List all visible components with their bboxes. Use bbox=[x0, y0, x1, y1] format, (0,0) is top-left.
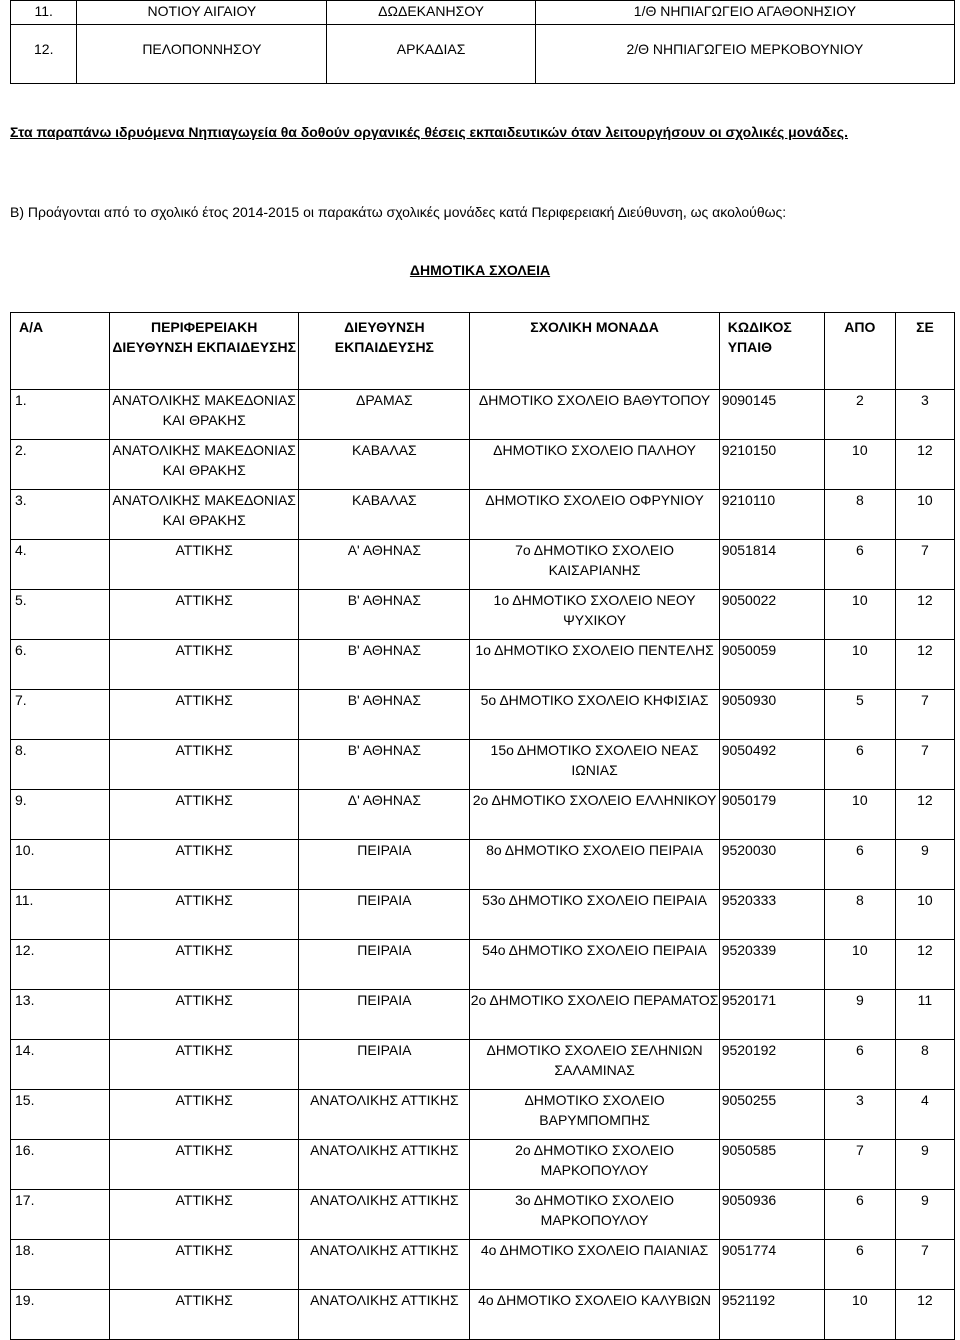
cell-no: 17. bbox=[11, 1190, 110, 1240]
table-row bbox=[11, 540, 955, 590]
cell-region: ΑΤΤΙΚΗΣ bbox=[110, 840, 299, 890]
cell-from: 8 bbox=[824, 490, 895, 540]
cell-unit: 1/Θ ΝΗΠΙΑΓΩΓΕΙΟ ΑΓΑΘΟΝΗΣΙΟΥ bbox=[535, 1, 954, 25]
table-row bbox=[11, 1090, 955, 1140]
header-unit: ΣΧΟΛΙΚΗ ΜΟΝΑΔΑ bbox=[470, 313, 719, 390]
cell-region: ΑΤΤΙΚΗΣ bbox=[110, 690, 299, 740]
cell-code: 9050059 bbox=[719, 640, 824, 690]
cell-from: 3 bbox=[824, 1090, 895, 1140]
cell-unit: 53ο ΔΗΜΟΤΙΚΟ ΣΧΟΛΕΙΟ ΠΕΙΡΑΙΑ bbox=[470, 890, 719, 940]
cell-to: 4 bbox=[895, 1090, 954, 1140]
cell-directorate: Β' ΑΘΗΝΑΣ bbox=[299, 740, 470, 790]
cell-to: 9 bbox=[895, 840, 954, 890]
cell-unit: 1ο ΔΗΜΟΤΙΚΟ ΣΧΟΛΕΙΟ ΠΕΝΤΕΛΗΣ bbox=[470, 640, 719, 690]
table-row bbox=[11, 1290, 955, 1340]
cell-directorate: Β' ΑΘΗΝΑΣ bbox=[299, 690, 470, 740]
cell-no: 3. bbox=[11, 490, 110, 540]
cell-region: ΑΤΤΙΚΗΣ bbox=[110, 1190, 299, 1240]
cell-from: 10 bbox=[824, 590, 895, 640]
section-title: ΔΗΜΟΤΙΚΑ ΣΧΟΛΕΙΑ bbox=[409, 262, 551, 278]
cell-from: 6 bbox=[824, 1240, 895, 1290]
cell-directorate: Β' ΑΘΗΝΑΣ bbox=[299, 640, 470, 690]
note-text: Στα παραπάνω ιδρυόμενα Νηπιαγωγεία θα δοθούν οργανικές θέσεις εκπαιδευτικών όταν λειτουργήσουν οι σχολικές μονάδες. bbox=[10, 124, 848, 140]
table-row bbox=[11, 1, 955, 25]
cell-unit: ΔΗΜΟΤΙΚΟ ΣΧΟΛΕΙΟ ΣΕΛΗΝΙΩΝ ΣΑΛΑΜΙΝΑΣ bbox=[470, 1040, 719, 1090]
cell-no: 7. bbox=[11, 690, 110, 740]
cell-directorate: ΠΕΙΡΑΙΑ bbox=[299, 1040, 470, 1090]
cell-code: 9051814 bbox=[719, 540, 824, 590]
cell-region: ΑΤΤΙΚΗΣ bbox=[110, 1140, 299, 1190]
cell-no: 12. bbox=[11, 940, 110, 990]
cell-to: 12 bbox=[895, 790, 954, 840]
kindergarten-table bbox=[10, 0, 955, 84]
cell-unit: ΔΗΜΟΤΙΚΟ ΣΧΟΛΕΙΟ ΟΦΡΥΝΙΟΥ bbox=[470, 490, 719, 540]
table-row bbox=[11, 740, 955, 790]
cell-directorate: ΔΡΑΜΑΣ bbox=[299, 390, 470, 440]
table-row bbox=[11, 390, 955, 440]
cell-code: 9520030 bbox=[719, 840, 824, 890]
cell-region: ΑΤΤΙΚΗΣ bbox=[110, 1040, 299, 1090]
cell-directorate: ΑΝΑΤΟΛΙΚΗΣ ΑΤΤΙΚΗΣ bbox=[299, 1290, 470, 1340]
cell-unit: 4ο ΔΗΜΟΤΙΚΟ ΣΧΟΛΕΙΟ ΚΑΛΥΒΙΩΝ bbox=[470, 1290, 719, 1340]
cell-code: 9210110 bbox=[719, 490, 824, 540]
cell-directorate: ΔΩΔΕΚΑΝΗΣΟΥ bbox=[327, 1, 536, 25]
table-row bbox=[11, 25, 955, 84]
cell-code: 9050022 bbox=[719, 590, 824, 640]
cell-no: 11. bbox=[11, 1, 77, 25]
cell-directorate: ΠΕΙΡΑΙΑ bbox=[299, 940, 470, 990]
cell-directorate: ΚΑΒΑΛΑΣ bbox=[299, 440, 470, 490]
cell-unit: 2ο ΔΗΜΟΤΙΚΟ ΣΧΟΛΕΙΟ ΠΕΡΑΜΑΤΟΣ bbox=[470, 990, 719, 1040]
cell-to: 12 bbox=[895, 590, 954, 640]
cell-region: ΑΝΑΤΟΛΙΚΗΣ ΜΑΚΕΔΟΝΙΑΣ ΚΑΙ ΘΡΑΚΗΣ bbox=[110, 440, 299, 490]
cell-to: 12 bbox=[895, 940, 954, 990]
cell-to: 7 bbox=[895, 740, 954, 790]
cell-no: 15. bbox=[11, 1090, 110, 1140]
cell-region: ΑΤΤΙΚΗΣ bbox=[110, 1090, 299, 1140]
cell-unit: 7ο ΔΗΜΟΤΙΚΟ ΣΧΟΛΕΙΟ ΚΑΙΣΑΡΙΑΝΗΣ bbox=[470, 540, 719, 590]
cell-unit: 8ο ΔΗΜΟΤΙΚΟ ΣΧΟΛΕΙΟ ΠΕΙΡΑΙΑ bbox=[470, 840, 719, 890]
cell-unit: 2ο ΔΗΜΟΤΙΚΟ ΣΧΟΛΕΙΟ ΜΑΡΚΟΠΟΥΛΟΥ bbox=[470, 1140, 719, 1190]
cell-unit: 2/Θ ΝΗΠΙΑΓΩΓΕΙΟ ΜΕΡΚΟΒΟΥΝΙΟΥ bbox=[535, 25, 954, 84]
cell-code: 9050936 bbox=[719, 1190, 824, 1240]
cell-to: 12 bbox=[895, 440, 954, 490]
cell-unit: 54ο ΔΗΜΟΤΙΚΟ ΣΧΟΛΕΙΟ ΠΕΙΡΑΙΑ bbox=[470, 940, 719, 990]
cell-no: 6. bbox=[11, 640, 110, 690]
table-row bbox=[11, 1240, 955, 1290]
cell-to: 9 bbox=[895, 1190, 954, 1240]
cell-no: 10. bbox=[11, 840, 110, 890]
cell-from: 6 bbox=[824, 540, 895, 590]
cell-region: ΑΤΤΙΚΗΣ bbox=[110, 940, 299, 990]
table-row bbox=[11, 890, 955, 940]
cell-region: ΑΤΤΙΚΗΣ bbox=[110, 590, 299, 640]
cell-code: 9520339 bbox=[719, 940, 824, 990]
cell-code: 9050179 bbox=[719, 790, 824, 840]
table-header-row bbox=[11, 313, 955, 390]
cell-directorate: Α' ΑΘΗΝΑΣ bbox=[299, 540, 470, 590]
cell-unit: 1ο ΔΗΜΟΤΙΚΟ ΣΧΟΛΕΙΟ ΝΕΟΥ ΨΥΧΙΚΟΥ bbox=[470, 590, 719, 640]
header-directorate: ΔΙΕΥΘΥΝΣΗ ΕΚΠΑΙΔΕΥΣΗΣ bbox=[299, 313, 470, 390]
cell-from: 7 bbox=[824, 1140, 895, 1190]
cell-no: 19. bbox=[11, 1290, 110, 1340]
cell-region: ΑΤΤΙΚΗΣ bbox=[110, 790, 299, 840]
cell-unit: 5ο ΔΗΜΟΤΙΚΟ ΣΧΟΛΕΙΟ ΚΗΦΙΣΙΑΣ bbox=[470, 690, 719, 740]
table-row bbox=[11, 640, 955, 690]
cell-unit: 3ο ΔΗΜΟΤΙΚΟ ΣΧΟΛΕΙΟ ΜΑΡΚΟΠΟΥΛΟΥ bbox=[470, 1190, 719, 1240]
header-to: ΣΕ bbox=[895, 313, 954, 390]
header-region: ΠΕΡΙΦΕΡΕΙΑΚΗ ΔΙΕΥΘΥΝΣΗ ΕΚΠΑΙΔΕΥΣΗΣ bbox=[110, 313, 299, 390]
cell-region: ΑΤΤΙΚΗΣ bbox=[110, 1240, 299, 1290]
cell-no: 2. bbox=[11, 440, 110, 490]
cell-directorate: ΑΝΑΤΟΛΙΚΗΣ ΑΤΤΙΚΗΣ bbox=[299, 1190, 470, 1240]
cell-code: 9520192 bbox=[719, 1040, 824, 1090]
cell-code: 9050930 bbox=[719, 690, 824, 740]
cell-directorate: ΑΡΚΑΔΙΑΣ bbox=[327, 25, 536, 84]
cell-code: 9210150 bbox=[719, 440, 824, 490]
cell-directorate: ΠΕΙΡΑΙΑ bbox=[299, 990, 470, 1040]
cell-no: 8. bbox=[11, 740, 110, 790]
cell-from: 5 bbox=[824, 690, 895, 740]
table-row bbox=[11, 590, 955, 640]
cell-from: 10 bbox=[824, 440, 895, 490]
cell-code: 9050585 bbox=[719, 1140, 824, 1190]
cell-code: 9050255 bbox=[719, 1090, 824, 1140]
cell-to: 9 bbox=[895, 1140, 954, 1190]
table-row bbox=[11, 990, 955, 1040]
cell-code: 9520333 bbox=[719, 890, 824, 940]
cell-code: 9051774 bbox=[719, 1240, 824, 1290]
table-row bbox=[11, 840, 955, 890]
cell-code: 9090145 bbox=[719, 390, 824, 440]
table-row bbox=[11, 1040, 955, 1090]
cell-to: 12 bbox=[895, 1290, 954, 1340]
cell-to: 10 bbox=[895, 490, 954, 540]
cell-from: 6 bbox=[824, 1040, 895, 1090]
cell-to: 3 bbox=[895, 390, 954, 440]
table-row bbox=[11, 790, 955, 840]
cell-from: 6 bbox=[824, 1190, 895, 1240]
cell-unit: ΔΗΜΟΤΙΚΟ ΣΧΟΛΕΙΟ ΒΑΘΥΤΟΠΟΥ bbox=[470, 390, 719, 440]
intro-paragraph: Β) Προάγονται από το σχολικό έτος 2014-2015 οι παρακάτω σχολικές μονάδες κατά Περιφερειακή Διεύθυνση, ως ακολούθως: bbox=[10, 204, 787, 220]
header-code: ΚΩΔΙΚΟΣ ΥΠΑΙΘ bbox=[719, 313, 824, 390]
cell-to: 7 bbox=[895, 540, 954, 590]
cell-directorate: ΠΕΙΡΑΙΑ bbox=[299, 890, 470, 940]
cell-no: 4. bbox=[11, 540, 110, 590]
cell-unit: 2ο ΔΗΜΟΤΙΚΟ ΣΧΟΛΕΙΟ ΕΛΛΗΝΙΚΟΥ bbox=[470, 790, 719, 840]
header-no: Α/Α bbox=[11, 313, 110, 390]
cell-region: ΑΤΤΙΚΗΣ bbox=[110, 640, 299, 690]
cell-no: 13. bbox=[11, 990, 110, 1040]
cell-code: 9050492 bbox=[719, 740, 824, 790]
cell-code: 9521192 bbox=[719, 1290, 824, 1340]
cell-from: 10 bbox=[824, 640, 895, 690]
cell-to: 8 bbox=[895, 1040, 954, 1090]
cell-to: 12 bbox=[895, 640, 954, 690]
cell-unit: ΔΗΜΟΤΙΚΟ ΣΧΟΛΕΙΟ ΒΑΡΥΜΠΟΜΠΗΣ bbox=[470, 1090, 719, 1140]
cell-no: 18. bbox=[11, 1240, 110, 1290]
cell-directorate: ΚΑΒΑΛΑΣ bbox=[299, 490, 470, 540]
cell-no: 12. bbox=[11, 25, 77, 84]
table-row bbox=[11, 1140, 955, 1190]
cell-directorate: ΠΕΙΡΑΙΑ bbox=[299, 840, 470, 890]
cell-no: 1. bbox=[11, 390, 110, 440]
cell-directorate: ΑΝΑΤΟΛΙΚΗΣ ΑΤΤΙΚΗΣ bbox=[299, 1140, 470, 1190]
cell-to: 11 bbox=[895, 990, 954, 1040]
cell-unit: 4ο ΔΗΜΟΤΙΚΟ ΣΧΟΛΕΙΟ ΠΑΙΑΝΙΑΣ bbox=[470, 1240, 719, 1290]
table-row bbox=[11, 940, 955, 990]
cell-from: 2 bbox=[824, 390, 895, 440]
table-row bbox=[11, 490, 955, 540]
cell-region: ΑΤΤΙΚΗΣ bbox=[110, 740, 299, 790]
cell-region: ΠΕΛΟΠΟΝΝΗΣΟΥ bbox=[77, 25, 327, 84]
table-row bbox=[11, 1190, 955, 1240]
cell-region: ΑΝΑΤΟΛΙΚΗΣ ΜΑΚΕΔΟΝΙΑΣ ΚΑΙ ΘΡΑΚΗΣ bbox=[110, 490, 299, 540]
cell-directorate: Δ' ΑΘΗΝΑΣ bbox=[299, 790, 470, 840]
cell-to: 7 bbox=[895, 1240, 954, 1290]
cell-region: ΑΤΤΙΚΗΣ bbox=[110, 540, 299, 590]
cell-code: 9520171 bbox=[719, 990, 824, 1040]
cell-region: ΑΤΤΙΚΗΣ bbox=[110, 890, 299, 940]
cell-to: 10 bbox=[895, 890, 954, 940]
cell-no: 5. bbox=[11, 590, 110, 640]
cell-unit: 15ο ΔΗΜΟΤΙΚΟ ΣΧΟΛΕΙΟ ΝΕΑΣ ΙΩΝΙΑΣ bbox=[470, 740, 719, 790]
table-row bbox=[11, 690, 955, 740]
cell-no: 9. bbox=[11, 790, 110, 840]
cell-region: ΝΟΤΙΟΥ ΑΙΓΑΙΟΥ bbox=[77, 1, 327, 25]
cell-to: 7 bbox=[895, 690, 954, 740]
cell-region: ΑΤΤΙΚΗΣ bbox=[110, 1290, 299, 1340]
cell-directorate: Β' ΑΘΗΝΑΣ bbox=[299, 590, 470, 640]
cell-region: ΑΤΤΙΚΗΣ bbox=[110, 990, 299, 1040]
primary-schools-table bbox=[10, 312, 955, 1340]
cell-no: 11. bbox=[11, 890, 110, 940]
cell-from: 10 bbox=[824, 790, 895, 840]
header-from: ΑΠΟ bbox=[824, 313, 895, 390]
cell-from: 9 bbox=[824, 990, 895, 1040]
cell-from: 10 bbox=[824, 1290, 895, 1340]
cell-directorate: ΑΝΑΤΟΛΙΚΗΣ ΑΤΤΙΚΗΣ bbox=[299, 1240, 470, 1290]
cell-region: ΑΝΑΤΟΛΙΚΗΣ ΜΑΚΕΔΟΝΙΑΣ ΚΑΙ ΘΡΑΚΗΣ bbox=[110, 390, 299, 440]
cell-from: 6 bbox=[824, 840, 895, 890]
cell-unit: ΔΗΜΟΤΙΚΟ ΣΧΟΛΕΙΟ ΠΑΛΗΟΥ bbox=[470, 440, 719, 490]
cell-no: 16. bbox=[11, 1140, 110, 1190]
cell-from: 6 bbox=[824, 740, 895, 790]
cell-from: 8 bbox=[824, 890, 895, 940]
table-row bbox=[11, 440, 955, 490]
cell-no: 14. bbox=[11, 1040, 110, 1090]
cell-directorate: ΑΝΑΤΟΛΙΚΗΣ ΑΤΤΙΚΗΣ bbox=[299, 1090, 470, 1140]
cell-from: 10 bbox=[824, 940, 895, 990]
